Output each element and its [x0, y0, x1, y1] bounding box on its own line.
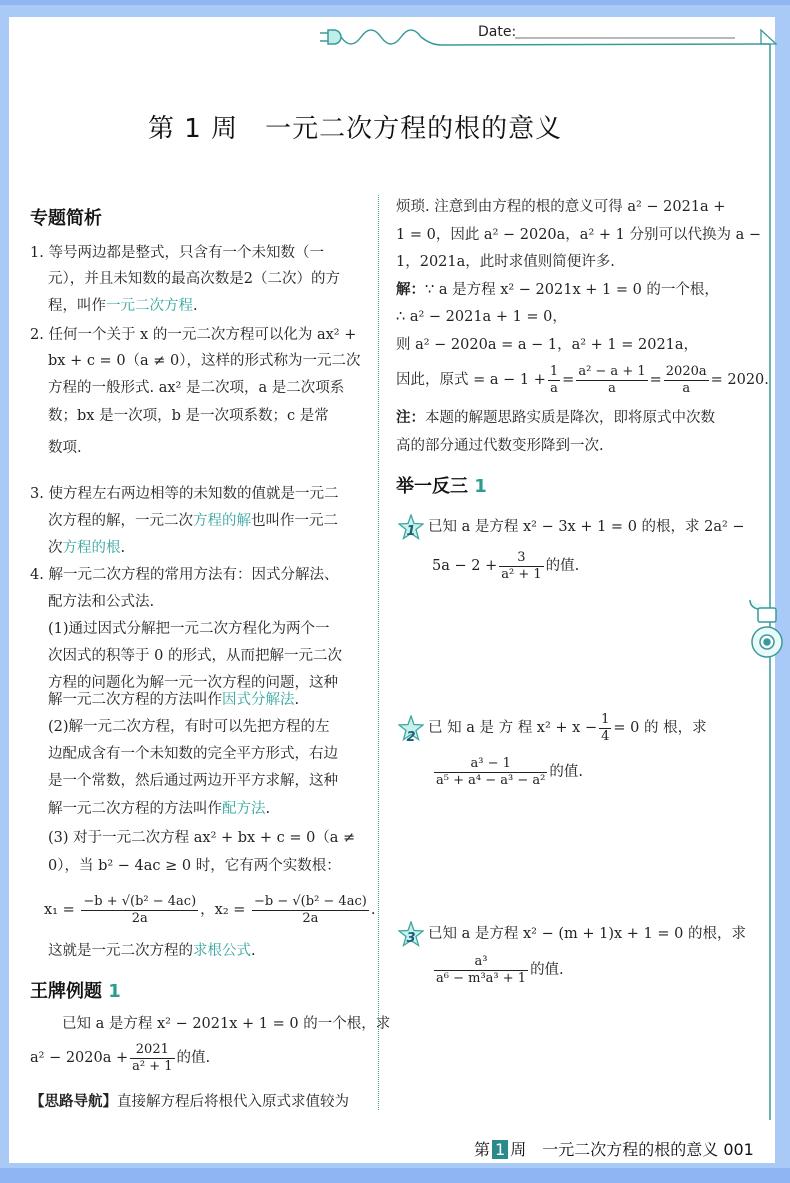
star-number-icon: [398, 514, 424, 540]
fraction: [664, 364, 709, 397]
week-badge: 1: [492, 1140, 508, 1159]
note-label: 注：: [396, 409, 425, 426]
text-line: 配方法和公式法.: [48, 594, 155, 610]
text: x₁ =: [44, 902, 75, 918]
star-number-icon: [398, 921, 424, 947]
text-line: 高的部分通过代数变形降到一次.: [396, 438, 604, 454]
expression-line: [432, 952, 564, 988]
numerator: 2020a: [665, 363, 707, 379]
column-divider: [378, 195, 379, 1110]
term-highlight: 因式分解法: [222, 692, 295, 708]
question-number: 3: [406, 931, 416, 946]
numerator: a³ − 1: [434, 756, 547, 773]
text: 的值.: [176, 1050, 211, 1066]
term-highlight: 配方法: [222, 801, 266, 817]
numerator: 1: [549, 363, 559, 379]
hint-label: 【思路导航】: [30, 1093, 117, 1110]
text: .: [120, 540, 126, 556]
text: 次: [48, 540, 63, 556]
fraction: [434, 954, 528, 987]
section-heading-practice: [396, 472, 487, 498]
numerator: 2021: [130, 1042, 174, 1059]
text-line: [48, 538, 125, 558]
fraction: [599, 712, 611, 745]
text-line: 方程的一般形式. ax² 是二次项，a 是二次项系: [48, 380, 345, 396]
text: 的值.: [549, 764, 583, 780]
expression-line: [432, 754, 583, 790]
fraction: [252, 894, 369, 927]
text-line: 是一个常数，然后通过两边开平方求解，这种: [48, 773, 338, 789]
text: .: [193, 298, 198, 314]
heading-text: 王牌例题: [30, 981, 102, 1002]
expression-line: [432, 548, 579, 584]
denominator: a⁵ + a⁴ − a³ − a²: [436, 772, 546, 788]
denominator: a² + 1: [132, 1058, 173, 1074]
denominator: a: [682, 380, 691, 396]
term-highlight: 方程的解: [193, 513, 251, 529]
expression-line: [396, 362, 769, 398]
numerator: a² − a + 1: [578, 363, 646, 379]
text: 这就是一元二次方程的: [48, 943, 193, 959]
question-3: [398, 921, 746, 947]
text-line: 4. 解一元二次方程的常用方法有：因式分解法、: [30, 567, 339, 583]
fraction: [548, 364, 560, 397]
text-line: 1. 等号两边都是整式，只含有一个未知数（一: [30, 245, 324, 261]
text: 直接解方程后将根代入原式求值较为: [117, 1094, 349, 1110]
text: 本题的解题思路实质是降次，即将原式中次数: [425, 410, 715, 426]
denominator: a: [550, 380, 558, 396]
denominator: 2a: [302, 910, 319, 926]
text-line: 元），并且未知数的最高次数是2（二次）的方: [48, 271, 340, 287]
text: 解一元二次方程的方法叫作: [48, 692, 222, 708]
text: ，x₂ =: [200, 902, 246, 918]
text: .: [251, 943, 256, 959]
text-line: 数；bx 是一次项，b 是一次项系数；c 是常: [48, 408, 329, 424]
text: 解一元二次方程的方法叫作: [48, 801, 222, 817]
question-number: 2: [406, 730, 416, 745]
page-title: 第 1 周 一元二次方程的根的意义: [148, 114, 563, 144]
term-highlight: 求根公式: [193, 943, 251, 959]
numerator: 1: [601, 711, 610, 727]
solution-label: 解：: [396, 281, 425, 298]
text: 已知 a 是方程 x² − 3x + 1 = 0 的根，求 2a² −: [428, 519, 745, 535]
text-line: 2. 任何一个关于 x 的一元二次方程可以化为 ax² +: [30, 327, 357, 343]
page-footer: [474, 1137, 754, 1160]
star-number-icon: [398, 715, 424, 745]
text-line: 烦琐. 注意到由方程的根的意义可得 a² − 2021a +: [396, 199, 726, 215]
text-line: [396, 280, 719, 300]
text-line: [48, 511, 338, 531]
text: .: [370, 902, 376, 918]
term-highlight: 一元二次方程: [106, 298, 193, 314]
text-line: 则 a² − 2020a = a − 1，a² + 1 = 2021a，: [396, 337, 699, 353]
denominator: a: [608, 380, 616, 396]
section-heading-example: [30, 977, 121, 1003]
hint-line: [30, 1092, 349, 1112]
text-line: (1)通过因式分解把一元二次方程化为两个一: [48, 621, 330, 637]
quadratic-formula: [44, 892, 375, 928]
text-line: [48, 799, 270, 819]
page-number: 001: [723, 1140, 754, 1159]
numerator: a³: [434, 954, 528, 971]
text-line: [396, 408, 715, 428]
text-line: 数项.: [48, 440, 82, 456]
text-line: 3. 使方程左右两边相等的未知数的值就是一元二: [30, 486, 339, 502]
text-line: (2)解一元二次方程，有时可以先把方程的左: [48, 719, 330, 735]
text: =: [649, 372, 662, 388]
denominator: 2a: [131, 910, 148, 926]
lightbulb-icon: [750, 600, 782, 657]
text: 程，叫作: [48, 298, 106, 314]
text: ∵ a 是方程 x² − 2021x + 1 = 0 的一个根，: [425, 282, 719, 298]
text-line: [48, 941, 256, 961]
triangle-arrow-icon: [761, 30, 776, 44]
text: = 0 的 根，求: [613, 720, 707, 736]
heading-number: 1: [474, 476, 487, 497]
text: 已 知 a 是 方 程 x² + x −: [428, 720, 598, 736]
text: .: [265, 801, 271, 817]
text: = 2020.: [710, 372, 769, 388]
text-line: 边配成含有一个未知数的完全平方形式，右边: [48, 746, 338, 762]
question-2: [398, 710, 707, 746]
footer-text: 周 一元二次方程的根的意义: [510, 1140, 719, 1159]
text-line: 0），当 b² − 4ac ≥ 0 时，它有两个实数根：: [48, 858, 341, 874]
numerator: 3: [499, 550, 543, 567]
text-line: ∴ a² − 2021a + 1 = 0，: [396, 309, 567, 325]
expression-line: [30, 1040, 210, 1076]
heading-text: 举一反三: [396, 476, 468, 497]
text-line: 1，2021a，此时求值则简便许多.: [396, 254, 615, 270]
text: 5a − 2 +: [432, 558, 498, 574]
heading-number: 1: [108, 981, 121, 1002]
fraction: [130, 1042, 174, 1075]
text-line: [48, 296, 198, 316]
fraction: [499, 550, 543, 583]
text: 的值.: [545, 558, 580, 574]
text-line: 1 = 0，因此 a² − 2020a，a² + 1 分别可以代换为 a −: [396, 227, 761, 243]
text-line: bx + c = 0（a ≠ 0），这样的形式称为一元二次: [48, 353, 361, 369]
date-label: Date:: [478, 24, 517, 40]
text: 也叫作一元二: [251, 513, 338, 529]
text-line: 次因式的积等于 0 的形式，从而把解一元二次: [48, 648, 342, 664]
term-highlight: 方程的根: [62, 540, 121, 556]
question-number: 1: [406, 524, 416, 539]
text: 已知 a 是方程 x² − (m + 1)x + 1 = 0 的根，求: [428, 926, 746, 942]
denominator: a² + 1: [501, 566, 542, 582]
text: 因此，原式 = a − 1 +: [396, 372, 546, 388]
question-1: [398, 514, 745, 540]
text-line: [48, 690, 299, 710]
section-heading-overview: 专题简析: [30, 208, 102, 229]
denominator: 4: [601, 728, 610, 744]
plug-icon: [320, 30, 341, 44]
text: =: [562, 372, 575, 388]
text: 次方程的解，一元二次: [48, 513, 193, 529]
text: .: [294, 692, 300, 708]
text: 的值.: [530, 962, 564, 978]
text-line: 已知 a 是方程 x² − 2021x + 1 = 0 的一个根，求: [62, 1016, 391, 1032]
fraction: [434, 756, 547, 789]
fraction: [576, 364, 647, 397]
text-line: 方程的问题化为解一元一次方程的问题，这种: [48, 675, 338, 691]
numerator: −b + √(b² − 4ac): [83, 893, 197, 909]
denominator: a⁶ − m³a³ + 1: [436, 970, 527, 986]
text: a² − 2020a +: [30, 1050, 129, 1066]
numerator: −b − √(b² − 4ac): [254, 893, 367, 909]
footer-text: 第: [474, 1140, 491, 1159]
text-line: (3) 对于一元二次方程 ax² + bx + c = 0（a ≠: [48, 830, 356, 846]
fraction: [81, 894, 198, 927]
